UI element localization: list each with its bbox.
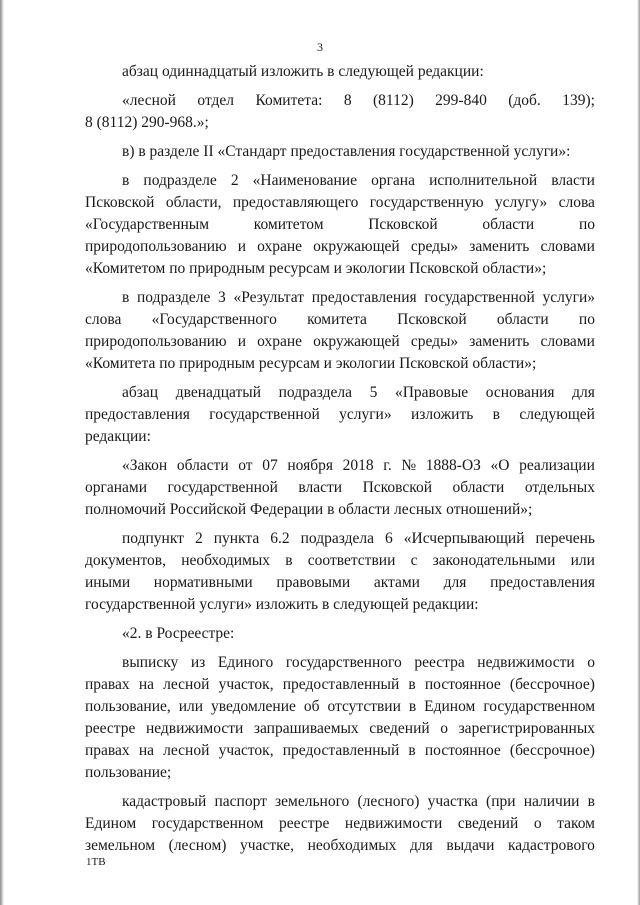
word: следующей [519, 406, 595, 423]
word: Едином [85, 815, 137, 832]
word: государственного [285, 654, 402, 671]
word: по [578, 311, 595, 328]
word: кадастровый [122, 793, 207, 810]
word: с [410, 552, 418, 569]
text-line [85, 813, 595, 835]
word: иными [85, 574, 131, 591]
word: 07 [262, 457, 278, 474]
word: власти [298, 479, 343, 496]
text-line [85, 674, 595, 696]
page-number: 3 [317, 40, 323, 54]
word: соответствии [307, 552, 396, 569]
word: услугу» [494, 194, 548, 211]
text-line: в) в разделе II «Стандарт предоставления государственной услуги»: [122, 143, 571, 160]
word: природопользованию [85, 333, 227, 350]
word: 6.2 [270, 530, 290, 547]
word: 1888-ОЗ [425, 457, 481, 474]
word: и [237, 238, 246, 255]
word: природопользованию [85, 238, 227, 255]
word: в [122, 172, 130, 189]
word: исполнительной [429, 172, 538, 189]
word: «Правовые [394, 384, 469, 401]
word: в [122, 289, 130, 306]
word: участка [427, 793, 478, 810]
word: для [410, 837, 433, 854]
word: недвижимости [477, 654, 575, 671]
word: необходимых [181, 552, 271, 569]
word: выдачи [446, 837, 495, 854]
text-line [85, 740, 595, 762]
word: заменить [469, 238, 530, 255]
word: Псковской [362, 479, 433, 496]
word: земельного [275, 793, 350, 810]
word: органами [85, 479, 148, 496]
word: пользование, [85, 698, 171, 715]
word: или [178, 698, 204, 715]
word: участок, [218, 742, 274, 759]
word: государственной [209, 406, 320, 423]
text-line: пользование; [85, 764, 172, 781]
word: подраздела [278, 384, 352, 401]
word: реестра [414, 654, 465, 671]
word: законодательными [432, 552, 556, 569]
text-line [85, 696, 595, 718]
word: отдельных [524, 479, 595, 496]
word: «О [490, 457, 510, 474]
text-line [85, 404, 595, 426]
text-line [85, 455, 595, 477]
word: актами [373, 574, 420, 591]
word: правовыми [276, 574, 351, 591]
word: в [408, 698, 417, 715]
text-line: «Комитета по природным ресурсам и экологии Псковской области»; [85, 355, 537, 372]
word: Псковской [85, 194, 155, 211]
word: «Государственного [151, 311, 277, 328]
word: «Наименование [252, 172, 357, 189]
word: нормативными [153, 574, 253, 591]
text-line: «2. в Росреестре: [122, 625, 235, 642]
text-line [85, 477, 595, 499]
word: государственную [369, 194, 484, 211]
word: словами [540, 238, 595, 255]
word: перечень [535, 530, 595, 547]
word: предоставления [490, 574, 595, 591]
word: (бессрочное) [509, 676, 595, 693]
text-line [85, 170, 595, 192]
word: Псковской [368, 216, 438, 233]
word: 5 [369, 384, 378, 401]
word: услуги» [339, 406, 392, 423]
word: от [238, 457, 253, 474]
word: о [587, 654, 595, 671]
scan-edge-left [0, 0, 4, 905]
word: услуги» [542, 289, 595, 306]
word: 3 [218, 289, 226, 306]
text-line [85, 791, 595, 813]
word: государственной [167, 479, 278, 496]
word: о [533, 815, 542, 832]
word: заменить [469, 333, 530, 350]
word: лесной [163, 742, 210, 759]
text-line [85, 309, 595, 331]
word: Комитета: [255, 92, 323, 109]
word: власти [551, 172, 595, 189]
word: изложить [410, 406, 474, 423]
word: основания [485, 384, 555, 401]
word: «Исчерпывающий [403, 530, 525, 547]
word: государственной [424, 289, 535, 306]
text-line [85, 287, 595, 309]
word: выписку [122, 654, 179, 671]
word: и [237, 333, 246, 350]
word: ноября [287, 457, 333, 474]
word: среды» [410, 238, 459, 255]
text-line: государственной услуги» изложить в следующей редакции: [85, 596, 479, 613]
word: 139); [562, 92, 595, 109]
word: охране [257, 238, 302, 255]
word: 8 [343, 92, 352, 109]
word: на [138, 676, 155, 693]
word: подпункт [122, 530, 184, 547]
word: недвижимости [344, 815, 443, 832]
word: предоставления [311, 289, 417, 306]
word: пункта [213, 530, 260, 547]
text-line: полномочий Российской Федерации в области лесных отношений»; [85, 501, 533, 518]
text-line [85, 382, 595, 404]
word: участке, [240, 837, 294, 854]
word: № [401, 457, 417, 474]
word: правах [85, 676, 130, 693]
word: для [572, 384, 595, 401]
word: области [176, 457, 229, 474]
text-line: редакции: [85, 428, 151, 445]
word: подразделе [143, 172, 217, 189]
footer-code: 1ТВ [86, 856, 106, 868]
word: среды» [410, 333, 459, 350]
text-line [85, 90, 595, 112]
word: кадастрового [507, 837, 595, 854]
word: абзац [122, 384, 159, 401]
word: Единого [217, 654, 274, 671]
word: охране [257, 333, 302, 350]
word: двенадцатый [175, 384, 262, 401]
word: документов, [85, 552, 166, 569]
word: (лесном) [168, 837, 227, 854]
document-body [85, 61, 595, 857]
word: подраздела [300, 530, 374, 547]
text-line [85, 528, 595, 550]
text-line: 8 (8112) 290-968.»; [85, 114, 209, 131]
word: 299-840 [435, 92, 487, 109]
word: Псковской [397, 311, 467, 328]
word: земельном [85, 837, 156, 854]
word: окружающей [313, 333, 400, 350]
word: комитета [307, 311, 367, 328]
word: реестре [85, 720, 136, 737]
word: из [190, 654, 206, 671]
word: окружающей [313, 238, 400, 255]
word: г. [383, 457, 392, 474]
word: 2 [230, 172, 239, 189]
text-line [85, 835, 595, 857]
word: (при [486, 793, 516, 810]
word: реализации [519, 457, 595, 474]
text-line [85, 550, 595, 572]
word: паспорт [214, 793, 267, 810]
word: государственном [151, 815, 264, 832]
word: по [578, 216, 595, 233]
word: отсутствии [327, 698, 401, 715]
word: постоянное [424, 676, 501, 693]
word: органа [371, 172, 415, 189]
word: уведомление [211, 698, 296, 715]
word: Едином [424, 698, 476, 715]
word: реестре [279, 815, 330, 832]
word: таком [557, 815, 595, 832]
word: сведений [457, 815, 519, 832]
word: слова [85, 311, 122, 328]
text-line: абзац одиннадцатый изложить в следующей редакции: [122, 63, 484, 80]
word: предоставленный [282, 742, 400, 759]
word: лесной [163, 676, 210, 693]
word: в [285, 552, 293, 569]
word: подразделе [137, 289, 211, 306]
word: (доб. [508, 92, 541, 109]
text-line [85, 718, 595, 740]
text-line [85, 652, 595, 674]
word: 2 [194, 530, 203, 547]
word: (8112) [372, 92, 414, 109]
word: в [408, 676, 416, 693]
word: слова [558, 194, 595, 211]
word: об [303, 698, 320, 715]
word: предоставленный [282, 676, 400, 693]
word: предоставляющего [232, 194, 359, 211]
word: (бессрочное) [509, 742, 595, 759]
word: зарегистрированных [458, 720, 595, 737]
text-line [85, 214, 595, 236]
word: комитетом [253, 216, 324, 233]
word: участок, [218, 676, 274, 693]
word: области [482, 216, 535, 233]
word: «Государственным [85, 216, 210, 233]
word: запрашиваемых [253, 720, 359, 737]
word: государственном [483, 698, 595, 715]
word: на [138, 742, 155, 759]
word: наличии [523, 793, 580, 810]
text-line: «Комитетом по природным ресурсам и экологии Псковской области»; [85, 260, 547, 277]
word: недвижимости [145, 720, 244, 737]
word: области [452, 479, 505, 496]
text-line [85, 331, 595, 353]
word: в [587, 793, 595, 810]
word: в [408, 742, 416, 759]
word: постоянное [424, 742, 501, 759]
word: области [496, 311, 549, 328]
text-line [85, 236, 595, 258]
word: «Закон [122, 457, 168, 474]
word: 2018 [342, 457, 374, 474]
word: 6 [385, 530, 393, 547]
text-line [85, 192, 595, 214]
word: словами [540, 333, 595, 350]
word: области, [165, 194, 222, 211]
word: отдел [197, 92, 235, 109]
word: в [492, 406, 500, 423]
word: необходимых [307, 837, 397, 854]
word: о [440, 720, 448, 737]
word: (лесного) [357, 793, 420, 810]
word: правах [85, 742, 130, 759]
word: для [443, 574, 467, 591]
word: предоставления [85, 406, 190, 423]
text-line [85, 572, 595, 594]
word: или [570, 552, 595, 569]
word: «лесной [122, 92, 176, 109]
word: «Результат [233, 289, 305, 306]
word: сведений [369, 720, 430, 737]
